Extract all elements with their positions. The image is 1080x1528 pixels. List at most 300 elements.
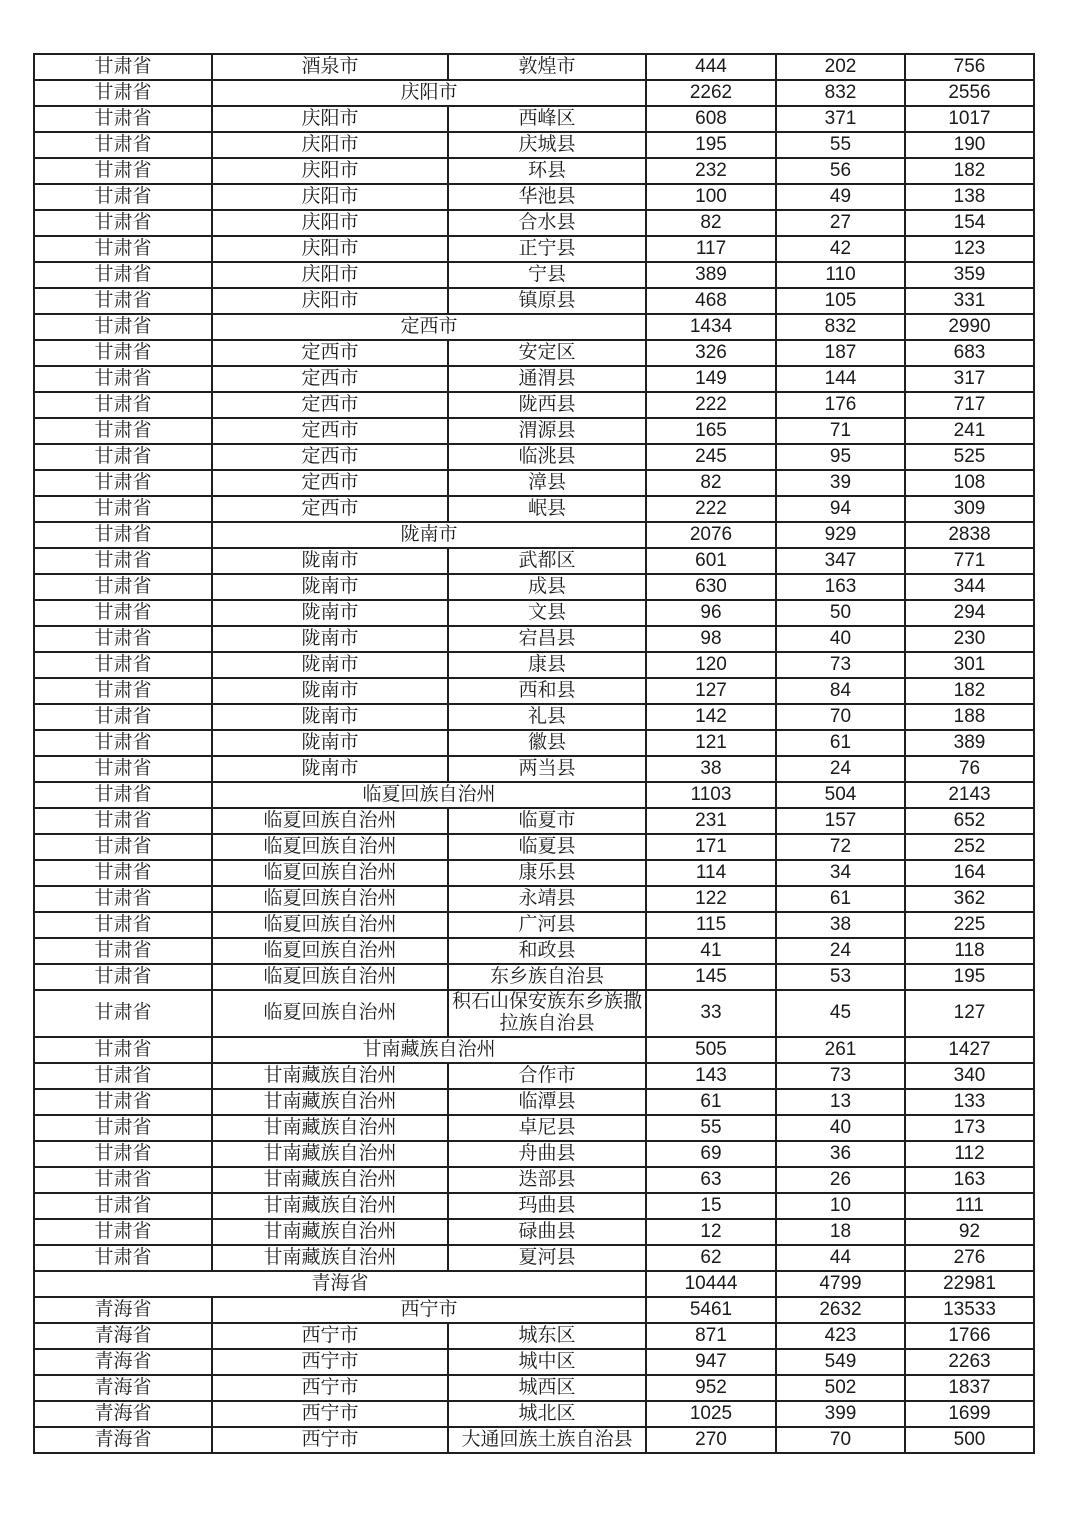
cell-province: 甘肃省 — [34, 600, 212, 626]
table-row — [34, 652, 1034, 678]
cell-district: 礼县 — [448, 704, 646, 730]
cell-value-3: 127 — [905, 990, 1034, 1037]
cell-value-2: 27 — [776, 210, 905, 236]
cell-value-1: 947 — [646, 1349, 776, 1375]
cell-value-3: 182 — [905, 158, 1034, 184]
cell-value-3: 108 — [905, 470, 1034, 496]
cell-value-2: 84 — [776, 678, 905, 704]
cell-value-1: 62 — [646, 1245, 776, 1271]
cell-province: 青海省 — [34, 1323, 212, 1349]
table-row — [34, 210, 1034, 236]
cell-value-2: 187 — [776, 340, 905, 366]
cell-province: 甘肃省 — [34, 444, 212, 470]
cell-province: 甘肃省 — [34, 652, 212, 678]
cell-city: 陇南市 — [212, 730, 448, 756]
cell-city: 甘南藏族自治州 — [212, 1115, 448, 1141]
cell-value-2: 347 — [776, 548, 905, 574]
cell-district: 合作市 — [448, 1063, 646, 1089]
cell-value-2: 56 — [776, 158, 905, 184]
cell-province: 甘肃省 — [34, 210, 212, 236]
table-row — [34, 938, 1034, 964]
cell-value-3: 230 — [905, 626, 1034, 652]
cell-province: 甘肃省 — [34, 1037, 212, 1063]
cell-district: 大通回族土族自治县 — [448, 1427, 646, 1453]
cell-province: 甘肃省 — [34, 1245, 212, 1271]
cell-value-2: 261 — [776, 1037, 905, 1063]
cell-value-3: 188 — [905, 704, 1034, 730]
cell-city: 庆阳市 — [212, 184, 448, 210]
cell-value-3: 1837 — [905, 1375, 1034, 1401]
cell-value-1: 120 — [646, 652, 776, 678]
cell-district: 城西区 — [448, 1375, 646, 1401]
cell-district: 合水县 — [448, 210, 646, 236]
table-row — [34, 1089, 1034, 1115]
cell-city: 甘南藏族自治州 — [212, 1245, 448, 1271]
cell-province: 甘肃省 — [34, 678, 212, 704]
cell-value-3: 92 — [905, 1219, 1034, 1245]
cell-province: 甘肃省 — [34, 886, 212, 912]
table-row — [34, 1037, 1034, 1063]
cell-value-3: 195 — [905, 964, 1034, 990]
cell-value-2: 73 — [776, 652, 905, 678]
table-row — [34, 912, 1034, 938]
cell-value-1: 245 — [646, 444, 776, 470]
cell-value-2: 110 — [776, 262, 905, 288]
cell-value-3: 1766 — [905, 1323, 1034, 1349]
cell-value-2: 24 — [776, 756, 905, 782]
cell-province: 青海省 — [34, 1401, 212, 1427]
cell-city-group: 西宁市 — [212, 1297, 646, 1323]
cell-district: 临夏市 — [448, 808, 646, 834]
cell-value-3: 1017 — [905, 106, 1034, 132]
cell-value-2: 202 — [776, 54, 905, 80]
cell-district: 玛曲县 — [448, 1193, 646, 1219]
cell-province: 甘肃省 — [34, 1193, 212, 1219]
cell-province: 甘肃省 — [34, 392, 212, 418]
cell-value-3: 317 — [905, 366, 1034, 392]
cell-value-3: 138 — [905, 184, 1034, 210]
cell-value-1: 115 — [646, 912, 776, 938]
cell-value-1: 1434 — [646, 314, 776, 340]
cell-value-1: 38 — [646, 756, 776, 782]
cell-city: 陇南市 — [212, 626, 448, 652]
cell-district: 永靖县 — [448, 886, 646, 912]
cell-value-1: 10444 — [646, 1271, 776, 1297]
cell-district: 夏河县 — [448, 1245, 646, 1271]
cell-district: 城中区 — [448, 1349, 646, 1375]
cell-value-2: 34 — [776, 860, 905, 886]
cell-value-3: 309 — [905, 496, 1034, 522]
table-row — [34, 288, 1034, 314]
cell-district: 宕昌县 — [448, 626, 646, 652]
table-row — [34, 964, 1034, 990]
cell-value-2: 40 — [776, 1115, 905, 1141]
cell-province: 甘肃省 — [34, 1115, 212, 1141]
cell-value-3: 173 — [905, 1115, 1034, 1141]
cell-province: 甘肃省 — [34, 1167, 212, 1193]
cell-value-2: 72 — [776, 834, 905, 860]
cell-city: 定西市 — [212, 496, 448, 522]
cell-value-2: 399 — [776, 1401, 905, 1427]
table-row — [34, 886, 1034, 912]
cell-value-3: 2990 — [905, 314, 1034, 340]
cell-province: 青海省 — [34, 1375, 212, 1401]
cell-value-2: 26 — [776, 1167, 905, 1193]
cell-city: 陇南市 — [212, 678, 448, 704]
cell-city-group: 陇南市 — [212, 522, 646, 548]
cell-value-2: 94 — [776, 496, 905, 522]
cell-city: 定西市 — [212, 418, 448, 444]
cell-value-3: 163 — [905, 1167, 1034, 1193]
cell-district: 东乡族自治县 — [448, 964, 646, 990]
cell-province: 青海省 — [34, 1427, 212, 1453]
cell-city-group: 甘南藏族自治州 — [212, 1037, 646, 1063]
cell-value-2: 61 — [776, 730, 905, 756]
cell-value-3: 652 — [905, 808, 1034, 834]
cell-value-3: 500 — [905, 1427, 1034, 1453]
cell-city: 临夏回族自治州 — [212, 964, 448, 990]
cell-city: 陇南市 — [212, 574, 448, 600]
cell-city-group: 临夏回族自治州 — [212, 782, 646, 808]
cell-district: 华池县 — [448, 184, 646, 210]
cell-value-3: 756 — [905, 54, 1034, 80]
cell-value-2: 371 — [776, 106, 905, 132]
cell-value-2: 61 — [776, 886, 905, 912]
cell-value-2: 70 — [776, 1427, 905, 1453]
table-row — [34, 1297, 1034, 1323]
cell-city: 临夏回族自治州 — [212, 860, 448, 886]
cell-value-3: 241 — [905, 418, 1034, 444]
cell-value-2: 176 — [776, 392, 905, 418]
cell-district: 康乐县 — [448, 860, 646, 886]
cell-city: 陇南市 — [212, 652, 448, 678]
cell-value-1: 952 — [646, 1375, 776, 1401]
table-row — [34, 470, 1034, 496]
cell-value-3: 190 — [905, 132, 1034, 158]
table-row — [34, 548, 1034, 574]
cell-city: 定西市 — [212, 366, 448, 392]
cell-value-3: 276 — [905, 1245, 1034, 1271]
table-row — [34, 1271, 1034, 1297]
cell-province: 甘肃省 — [34, 548, 212, 574]
cell-district: 城东区 — [448, 1323, 646, 1349]
cell-value-3: 154 — [905, 210, 1034, 236]
cell-district: 和政县 — [448, 938, 646, 964]
cell-value-2: 40 — [776, 626, 905, 652]
cell-district: 成县 — [448, 574, 646, 600]
cell-district: 临洮县 — [448, 444, 646, 470]
table-row — [34, 496, 1034, 522]
cell-value-1: 444 — [646, 54, 776, 80]
table-row — [34, 782, 1034, 808]
cell-district: 陇西县 — [448, 392, 646, 418]
cell-district: 临潭县 — [448, 1089, 646, 1115]
cell-value-1: 165 — [646, 418, 776, 444]
cell-district: 文县 — [448, 600, 646, 626]
cell-district: 舟曲县 — [448, 1141, 646, 1167]
cell-district: 两当县 — [448, 756, 646, 782]
cell-value-3: 225 — [905, 912, 1034, 938]
cell-value-2: 36 — [776, 1141, 905, 1167]
cell-value-3: 22981 — [905, 1271, 1034, 1297]
cell-province: 甘肃省 — [34, 782, 212, 808]
table-row — [34, 704, 1034, 730]
cell-value-3: 76 — [905, 756, 1034, 782]
cell-city: 西宁市 — [212, 1427, 448, 1453]
cell-value-1: 12 — [646, 1219, 776, 1245]
cell-city: 临夏回族自治州 — [212, 886, 448, 912]
cell-value-2: 45 — [776, 990, 905, 1037]
cell-value-3: 294 — [905, 600, 1034, 626]
cell-district: 碌曲县 — [448, 1219, 646, 1245]
table-row — [34, 730, 1034, 756]
cell-city: 庆阳市 — [212, 106, 448, 132]
cell-value-2: 832 — [776, 314, 905, 340]
cell-value-3: 2556 — [905, 80, 1034, 106]
cell-district: 庆城县 — [448, 132, 646, 158]
cell-value-1: 61 — [646, 1089, 776, 1115]
cell-value-3: 301 — [905, 652, 1034, 678]
cell-district: 西峰区 — [448, 106, 646, 132]
cell-city: 庆阳市 — [212, 236, 448, 262]
table-row — [34, 132, 1034, 158]
cell-value-1: 389 — [646, 262, 776, 288]
cell-value-2: 24 — [776, 938, 905, 964]
cell-value-3: 13533 — [905, 1297, 1034, 1323]
table-row — [34, 1115, 1034, 1141]
cell-value-2: 502 — [776, 1375, 905, 1401]
cell-province: 甘肃省 — [34, 314, 212, 340]
cell-city: 西宁市 — [212, 1401, 448, 1427]
cell-province: 甘肃省 — [34, 262, 212, 288]
table-row — [34, 1323, 1034, 1349]
cell-city: 陇南市 — [212, 548, 448, 574]
cell-city-group: 庆阳市 — [212, 80, 646, 106]
table-row — [34, 808, 1034, 834]
cell-city: 酒泉市 — [212, 54, 448, 80]
cell-value-2: 55 — [776, 132, 905, 158]
table-row — [34, 158, 1034, 184]
cell-value-2: 49 — [776, 184, 905, 210]
cell-value-2: 13 — [776, 1089, 905, 1115]
cell-value-1: 5461 — [646, 1297, 776, 1323]
cell-value-1: 142 — [646, 704, 776, 730]
cell-province: 甘肃省 — [34, 626, 212, 652]
table-row — [34, 262, 1034, 288]
cell-value-1: 15 — [646, 1193, 776, 1219]
cell-province: 甘肃省 — [34, 1089, 212, 1115]
cell-value-1: 82 — [646, 470, 776, 496]
cell-value-3: 344 — [905, 574, 1034, 600]
table-row — [34, 600, 1034, 626]
cell-district: 镇原县 — [448, 288, 646, 314]
table-row — [34, 1167, 1034, 1193]
table-row — [34, 418, 1034, 444]
cell-value-3: 525 — [905, 444, 1034, 470]
cell-province: 甘肃省 — [34, 756, 212, 782]
cell-value-1: 41 — [646, 938, 776, 964]
cell-province: 甘肃省 — [34, 1219, 212, 1245]
cell-province: 甘肃省 — [34, 912, 212, 938]
cell-value-1: 2076 — [646, 522, 776, 548]
cell-city: 甘南藏族自治州 — [212, 1063, 448, 1089]
cell-city: 定西市 — [212, 470, 448, 496]
cell-province: 甘肃省 — [34, 808, 212, 834]
cell-value-3: 1427 — [905, 1037, 1034, 1063]
cell-district: 积石山保安族东乡族撒拉族自治县 — [448, 990, 646, 1037]
table-row — [34, 860, 1034, 886]
table-row — [34, 678, 1034, 704]
cell-value-1: 114 — [646, 860, 776, 886]
cell-value-2: 4799 — [776, 1271, 905, 1297]
cell-value-2: 50 — [776, 600, 905, 626]
cell-province: 甘肃省 — [34, 418, 212, 444]
cell-value-1: 69 — [646, 1141, 776, 1167]
cell-value-2: 39 — [776, 470, 905, 496]
cell-city: 庆阳市 — [212, 210, 448, 236]
cell-value-1: 145 — [646, 964, 776, 990]
table-row — [34, 54, 1034, 80]
cell-value-2: 38 — [776, 912, 905, 938]
cell-city: 临夏回族自治州 — [212, 938, 448, 964]
cell-value-3: 362 — [905, 886, 1034, 912]
table-row — [34, 626, 1034, 652]
cell-value-2: 44 — [776, 1245, 905, 1271]
cell-value-2: 70 — [776, 704, 905, 730]
cell-value-2: 423 — [776, 1323, 905, 1349]
cell-province: 甘肃省 — [34, 730, 212, 756]
cell-province: 甘肃省 — [34, 106, 212, 132]
table-row — [34, 1245, 1034, 1271]
cell-value-2: 832 — [776, 80, 905, 106]
table-row — [34, 1063, 1034, 1089]
cell-province: 甘肃省 — [34, 496, 212, 522]
cell-value-1: 149 — [646, 366, 776, 392]
cell-city: 甘南藏族自治州 — [212, 1219, 448, 1245]
table-row — [34, 1427, 1034, 1453]
cell-province: 甘肃省 — [34, 158, 212, 184]
cell-value-2: 10 — [776, 1193, 905, 1219]
cell-city: 庆阳市 — [212, 262, 448, 288]
cell-value-3: 340 — [905, 1063, 1034, 1089]
cell-province: 甘肃省 — [34, 184, 212, 210]
table-row — [34, 1349, 1034, 1375]
table-row — [34, 834, 1034, 860]
cell-city: 定西市 — [212, 392, 448, 418]
cell-province: 甘肃省 — [34, 574, 212, 600]
table-row — [34, 340, 1034, 366]
cell-district: 宁县 — [448, 262, 646, 288]
cell-value-1: 96 — [646, 600, 776, 626]
table-row — [34, 184, 1034, 210]
cell-district: 通渭县 — [448, 366, 646, 392]
cell-district: 城北区 — [448, 1401, 646, 1427]
cell-province: 甘肃省 — [34, 1141, 212, 1167]
cell-province: 青海省 — [34, 1297, 212, 1323]
cell-value-1: 127 — [646, 678, 776, 704]
cell-province: 甘肃省 — [34, 340, 212, 366]
cell-value-1: 232 — [646, 158, 776, 184]
cell-value-3: 2838 — [905, 522, 1034, 548]
cell-value-1: 100 — [646, 184, 776, 210]
cell-city-group: 定西市 — [212, 314, 646, 340]
cell-value-3: 133 — [905, 1089, 1034, 1115]
cell-value-3: 111 — [905, 1193, 1034, 1219]
cell-value-1: 468 — [646, 288, 776, 314]
cell-district: 西和县 — [448, 678, 646, 704]
cell-city: 甘南藏族自治州 — [212, 1167, 448, 1193]
cell-city: 西宁市 — [212, 1323, 448, 1349]
table-row — [34, 366, 1034, 392]
table-row — [34, 106, 1034, 132]
cell-value-1: 55 — [646, 1115, 776, 1141]
cell-value-1: 222 — [646, 496, 776, 522]
cell-value-1: 143 — [646, 1063, 776, 1089]
cell-district: 正宁县 — [448, 236, 646, 262]
cell-value-2: 549 — [776, 1349, 905, 1375]
cell-value-1: 630 — [646, 574, 776, 600]
cell-district: 迭部县 — [448, 1167, 646, 1193]
cell-province: 甘肃省 — [34, 1063, 212, 1089]
cell-value-2: 144 — [776, 366, 905, 392]
cell-value-1: 231 — [646, 808, 776, 834]
cell-value-1: 195 — [646, 132, 776, 158]
table-row — [34, 1401, 1034, 1427]
cell-value-1: 98 — [646, 626, 776, 652]
cell-value-3: 118 — [905, 938, 1034, 964]
cell-value-2: 18 — [776, 1219, 905, 1245]
cell-district: 渭源县 — [448, 418, 646, 444]
cell-district: 卓尼县 — [448, 1115, 646, 1141]
cell-city: 西宁市 — [212, 1375, 448, 1401]
table-row — [34, 756, 1034, 782]
cell-value-2: 2632 — [776, 1297, 905, 1323]
cell-value-2: 105 — [776, 288, 905, 314]
cell-city: 定西市 — [212, 340, 448, 366]
cell-province: 甘肃省 — [34, 236, 212, 262]
cell-city: 临夏回族自治州 — [212, 912, 448, 938]
cell-district: 环县 — [448, 158, 646, 184]
cell-value-2: 71 — [776, 418, 905, 444]
table-row — [34, 1193, 1034, 1219]
cell-value-1: 33 — [646, 990, 776, 1037]
cell-value-1: 2262 — [646, 80, 776, 106]
cell-city: 西宁市 — [212, 1349, 448, 1375]
cell-province: 甘肃省 — [34, 860, 212, 886]
cell-value-1: 270 — [646, 1427, 776, 1453]
cell-province: 甘肃省 — [34, 80, 212, 106]
cell-province: 甘肃省 — [34, 834, 212, 860]
cell-city: 庆阳市 — [212, 288, 448, 314]
cell-province: 甘肃省 — [34, 990, 212, 1037]
cell-province: 甘肃省 — [34, 938, 212, 964]
cell-city: 陇南市 — [212, 756, 448, 782]
cell-province: 甘肃省 — [34, 366, 212, 392]
cell-value-3: 164 — [905, 860, 1034, 886]
table-row — [34, 80, 1034, 106]
cell-value-1: 63 — [646, 1167, 776, 1193]
cell-value-1: 117 — [646, 236, 776, 262]
cell-value-2: 73 — [776, 1063, 905, 1089]
cell-value-1: 608 — [646, 106, 776, 132]
table-row — [34, 990, 1034, 1037]
cell-city: 陇南市 — [212, 600, 448, 626]
cell-value-1: 222 — [646, 392, 776, 418]
cell-province: 甘肃省 — [34, 964, 212, 990]
cell-city: 临夏回族自治州 — [212, 990, 448, 1037]
cell-province: 甘肃省 — [34, 132, 212, 158]
table-row — [34, 444, 1034, 470]
